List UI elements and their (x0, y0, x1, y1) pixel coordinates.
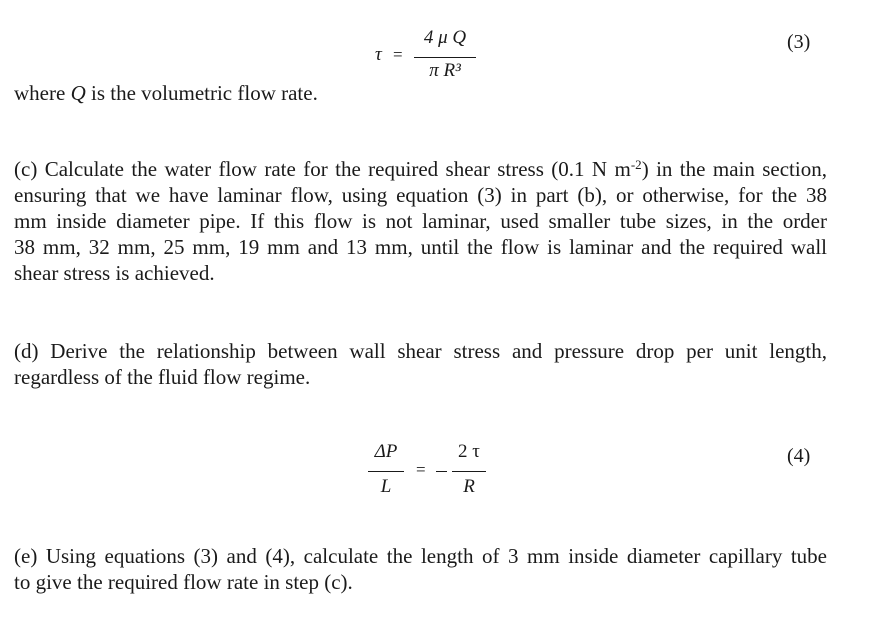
equation-4-lhs-numerator: ΔP (374, 441, 398, 462)
where-variable: Q (70, 81, 86, 105)
equation-3-numerator: 4 μ Q (423, 27, 467, 48)
where-prefix: where (14, 81, 71, 105)
equation-3-number: (3) (787, 31, 811, 53)
where-suffix: is the volumetric flow rate. (85, 81, 318, 105)
equation-3-lhs: τ (375, 44, 382, 65)
equation-4-rhs-fraction (452, 440, 486, 500)
part-c-line-1: (c) Calculate the water flow rate for the required shear stress (0.1 N $m^{-2}$) in the main section, (14, 157, 827, 181)
equation-3-fraction (414, 26, 476, 86)
equation-4-equals: = (416, 460, 426, 479)
part-e-paragraph (14, 543, 827, 595)
equation-4-lhs-fraction-bar (368, 471, 404, 472)
part-e-line-2: to give the required flow rate in step (c). (14, 570, 353, 594)
part-d-paragraph (14, 338, 827, 390)
equation-3 (0, 0, 877, 90)
part-e-line-1: (e) Using equations (3) and (4), calculate the length of 3 mm inside diameter capillary tube (14, 544, 827, 568)
equation-4-lhs-fraction (368, 440, 404, 500)
equation-4-lhs-denominator: L (380, 476, 392, 497)
part-d-line-1: (d) Derive the relationship between wall shear stress and pressure drop per unit length, (14, 339, 827, 363)
equation-4-rhs-fraction-bar (452, 471, 486, 472)
part-c-line-2: ensuring that we have laminar flow, using equation (3) in part (b), or otherwise, for the 38 (14, 183, 827, 207)
equation-4-rhs-numerator: 2 τ (458, 441, 480, 462)
equation-3-equals: = (393, 45, 403, 64)
where-line (14, 80, 827, 106)
part-c-superscript: -2 (630, 157, 642, 172)
equation-3-denominator: π R³ (429, 60, 461, 81)
part-c-line-4: 38 mm, 32 mm, 25 mm, 19 mm and 13 mm, until the flow is laminar and the required wall (14, 235, 827, 259)
equation-4 (0, 430, 877, 510)
part-c-paragraph (14, 156, 827, 286)
part-d-line-2: regardless of the fluid flow regime. (14, 365, 311, 389)
equation-4-number: (4) (787, 445, 811, 467)
equation-4-minus-sign (436, 471, 447, 472)
part-c-line-3: mm inside diameter pipe. If this flow is not laminar, used smaller tube sizes, in the order (14, 209, 827, 233)
part-c-line-5: shear stress is achieved. (14, 261, 215, 285)
equation-4-rhs-denominator: R (463, 476, 475, 497)
equation-3-fraction-bar (414, 57, 476, 58)
